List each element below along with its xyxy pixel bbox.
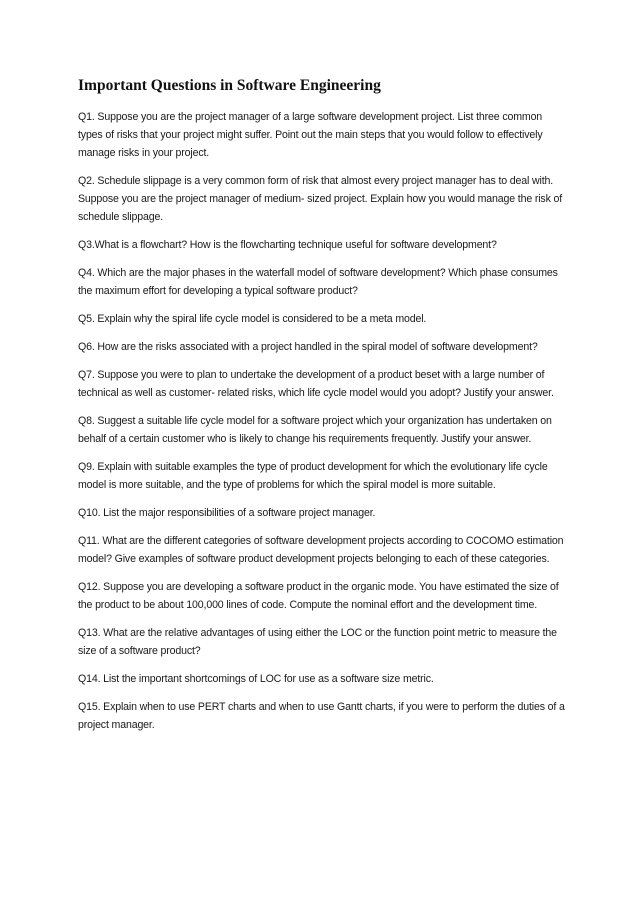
question-12: Q12. Suppose you are developing a software product in the organic mode. You have estimated the size of the product to be about 100,000 lines of code. Compute the nominal effort and the development time. [78,581,559,611]
question-5: Q5. Explain why the spiral life cycle model is considered to be a meta model. [78,313,427,325]
question-11: Q11. What are the different categories of software development projects according to COCOMO estimation model? Give examples of software product development projects belonging to each of these categories. [78,535,564,565]
question-3: Q3.What is a flowchart? How is the flowcharting technique useful for software development? [78,239,497,251]
question-2: Q2. Schedule slippage is a very common form of risk that almost every project manager has to deal with. Suppose you are the project manager of medium- sized project. Explain how you would manage the risk of schedule slippage. [78,175,563,223]
question-10: Q10. List the major responsibilities of a software project manager. [78,507,376,519]
question-13: Q13. What are the relative advantages of using either the LOC or the function point metric to measure the size of a software product? [78,627,557,657]
document-title: Important Questions in Software Engineering [78,77,381,94]
question-8: Q8. Suggest a suitable life cycle model for a software project which your organization has undertaken on behalf of a certain customer who is likely to change his requirements frequently. Justify your answer. [78,415,552,445]
question-15: Q15. Explain when to use PERT charts and when to use Gantt charts, if you were to perform the duties of a project manager. [78,701,565,731]
question-6: Q6. How are the risks associated with a project handled in the spiral model of software development? [78,341,538,353]
question-9: Q9. Explain with suitable examples the type of product development for which the evolutionary life cycle model is more suitable, and the type of problems for which the spiral model is more suitable. [78,461,548,491]
document-body [78,76,568,744]
question-4: Q4. Which are the major phases in the waterfall model of software development? Which phase consumes the maximum effort for developing a typical software product? [78,267,558,297]
question-7: Q7. Suppose you were to plan to undertake the development of a product beset with a large number of technical as well as customer- related risks, which life cycle model would you adopt? Justify your answer. [78,369,554,399]
question-14: Q14. List the important shortcomings of LOC for use as a software size metric. [78,673,434,685]
question-1: Q1. Suppose you are the project manager of a large software development project. List three common types of risks that your project might suffer. Point out the main steps that you would follow to effectively manage risks in your project. [78,111,543,159]
